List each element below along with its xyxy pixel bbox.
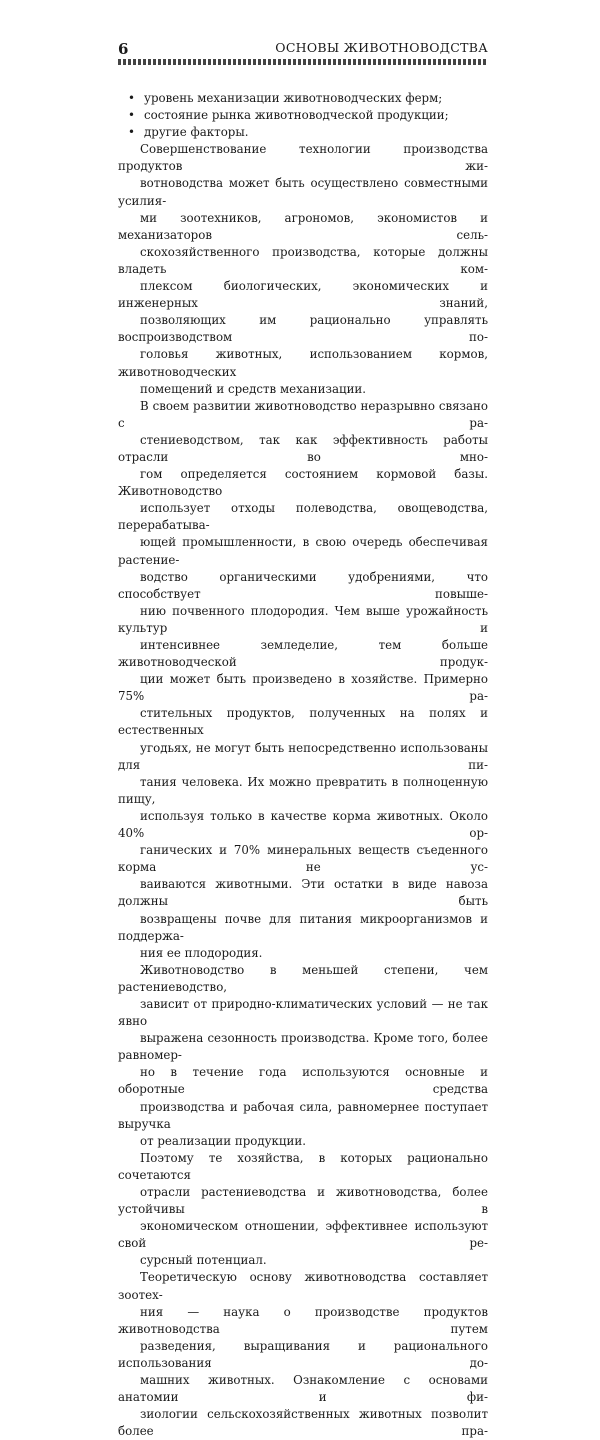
- text-line: экономическом отношении, эффективнее используют свой ре-: [118, 1219, 488, 1251]
- text-line: ния ее плодородия.: [140, 945, 263, 960]
- bullet-text: другие факторы.: [144, 125, 249, 140]
- page-number: 6: [118, 40, 129, 58]
- text-line: гом определяется состоянием кормовой базы. Животноводство: [118, 467, 488, 499]
- text-line: но в течение года используются основные и оборотные средства: [118, 1065, 488, 1097]
- text-line: ганических и 70% минеральных веществ съеденного корма не ус-: [118, 843, 488, 875]
- text-line: использует отходы полеводства, овощеводства, перерабатыва-: [118, 501, 488, 533]
- text-line: стительных продуктов, полученных на полях и естественных: [118, 706, 488, 738]
- text-line: скохозяйственного производства, которые должны владеть ком-: [118, 244, 488, 276]
- text-line: Совершенствование технологии производства продуктов жи-: [118, 142, 488, 174]
- header-rule: [118, 59, 488, 65]
- text-line: сурсный потенциал.: [140, 1253, 267, 1268]
- text-line: отрасли растениеводства и животноводства, более устойчивы в: [118, 1185, 488, 1217]
- text-line: возвращены почве для питания микроорганизмов и поддержа-: [118, 911, 488, 943]
- bullet-text: уровень механизации животноводческих ферм;: [144, 91, 443, 105]
- text-line: выражена сезонность производства. Кроме того, более равномер-: [118, 1031, 488, 1063]
- text-line: тания человека. Их можно превратить в полноценную пищу,: [118, 774, 488, 806]
- paragraph: [118, 962, 488, 1150]
- text-line: вотноводства может быть осуществлено совместными усилия-: [118, 176, 488, 208]
- text-line: стениеводством, так как эффективность работы отрасли во мно-: [118, 432, 488, 464]
- bullet-item: [118, 124, 488, 141]
- running-title: ОСНОВЫ ЖИВОТНОВОДСТВА: [275, 40, 488, 55]
- text-line: угодьях, не могут быть непосредственно использованы для пи-: [118, 740, 488, 772]
- bullet-icon: •: [128, 91, 135, 105]
- text-line: зиологии сельскохозяйственных животных позволит более пра-: [118, 1407, 488, 1439]
- bullet-list: [118, 90, 488, 141]
- text-line: используя только в качестве корма животных. Около 40% ор-: [118, 808, 488, 841]
- text-line: ваиваются животными. Эти остатки в виде навоза должны быть: [118, 877, 488, 909]
- paragraphs: [118, 141, 488, 1440]
- text-line: ции может быть произведено в хозяйстве. Примерно 75% ра-: [118, 672, 488, 704]
- text-line: Поэтому те хозяйства, в которых рационально сочетаются: [118, 1150, 488, 1182]
- text-line: интенсивнее земледелие, тем больше животноводческой продук-: [118, 638, 488, 670]
- text-line: разведения, выращивания и рационального использования до-: [118, 1338, 488, 1370]
- page-header: [118, 40, 488, 64]
- text-line: водство органическими удобрениями, что способствует повыше-: [118, 569, 488, 601]
- text-line: ющей промышленности, в свою очередь обеспечивая растение-: [118, 535, 488, 567]
- paragraph: [118, 1150, 488, 1270]
- body-text: [118, 90, 488, 1440]
- text-line: Животноводство в меньшей степени, чем растениеводство,: [118, 962, 488, 994]
- text-line: помещений и средств механизации.: [140, 381, 367, 396]
- paragraph: [118, 1269, 488, 1440]
- text-line: от реализации продукции.: [140, 1133, 306, 1148]
- bullet-icon: •: [128, 125, 135, 140]
- text-line: производства и рабочая сила, равномернее поступает выручка: [118, 1099, 488, 1131]
- bullet-item: [118, 90, 488, 107]
- text-line: головья животных, использованием кормов, животноводческих: [118, 347, 488, 379]
- text-line: ми зоотехников, агрономов, экономистов и механизаторов сель-: [118, 210, 488, 242]
- text-line: зависит от природно-климатических условий — не так явно: [118, 996, 488, 1029]
- text-line: ния — наука о производстве продуктов животноводства путем: [118, 1304, 488, 1336]
- text-line: позволяющих им рационально управлять воспроизводством по-: [118, 313, 488, 345]
- text-line: В своем развитии животноводство неразрывно связано с ра-: [118, 398, 488, 430]
- bullet-icon: •: [128, 108, 135, 123]
- bullet-text: состояние рынка животноводческой продукции;: [144, 108, 449, 123]
- bullet-item: [118, 107, 488, 124]
- paragraph: [118, 141, 488, 397]
- text-line: плексом биологических, экономических и инженерных знаний,: [118, 279, 488, 311]
- paragraph: [118, 398, 488, 962]
- text-line: машних животных. Ознакомление с основами анатомии и фи-: [118, 1373, 488, 1405]
- text-line: нию почвенного плодородия. Чем выше урожайность культур и: [118, 603, 488, 635]
- text-line: Теоретическую основу животноводства составляет зоотех-: [118, 1270, 488, 1302]
